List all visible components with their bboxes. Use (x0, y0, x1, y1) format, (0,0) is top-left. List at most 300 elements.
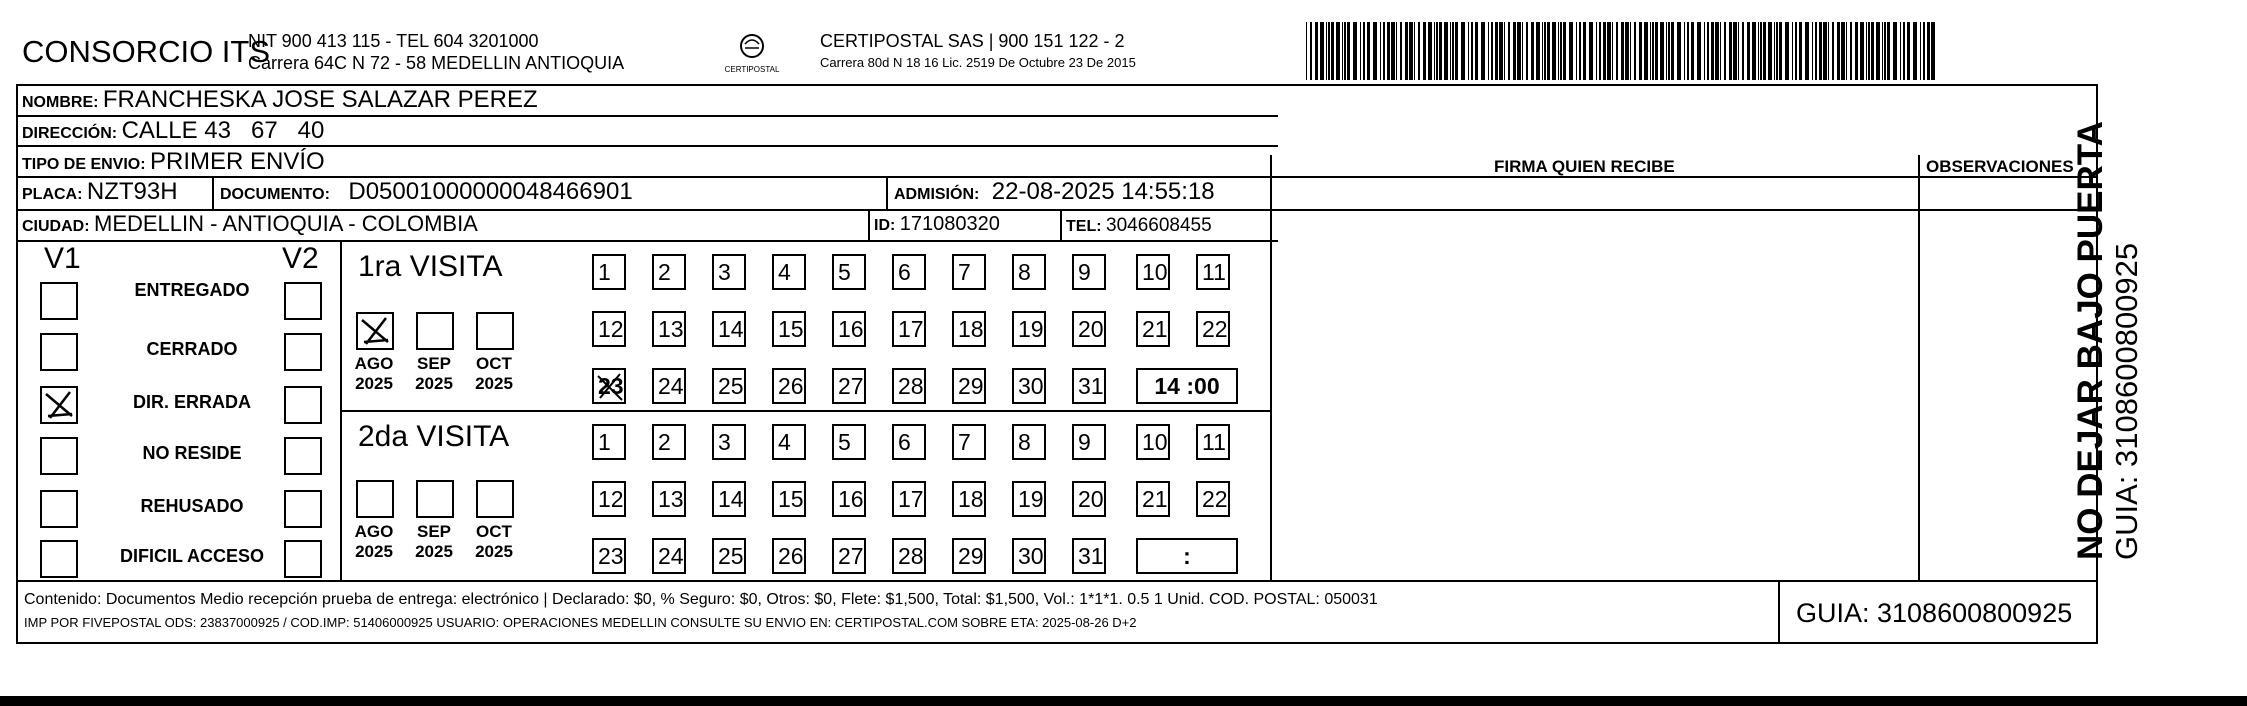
admision-label: ADMISIÓN: (894, 186, 980, 203)
day-box[interactable] (592, 254, 626, 290)
month-label (404, 354, 464, 394)
day-number: 11 (1202, 429, 1226, 455)
day-box[interactable] (772, 368, 806, 404)
barcode-bar (1768, 22, 1772, 80)
month-label (344, 354, 404, 394)
barcode-bar (1414, 22, 1415, 80)
day-box[interactable] (1012, 424, 1046, 460)
barcode-bar (1931, 22, 1935, 80)
day-number: 6 (898, 259, 911, 285)
carrier-logo (712, 30, 792, 76)
month-name: AGO (354, 354, 394, 373)
day-box[interactable] (712, 424, 746, 460)
barcode-bar (1812, 22, 1813, 80)
day-box[interactable] (592, 538, 626, 574)
barcode-bar (1871, 22, 1874, 80)
barcode-bar (1331, 22, 1334, 80)
day-box[interactable] (772, 424, 806, 460)
month-year: 2025 (415, 542, 453, 561)
day-number: 12 (598, 316, 624, 342)
tel-value: 3046608455 (1106, 215, 1212, 236)
month-year: 2025 (475, 374, 513, 393)
brand-info (248, 30, 624, 74)
day-number: 21 (1142, 316, 1168, 342)
barcode-bar (1774, 22, 1775, 80)
day-number: 2 (658, 429, 671, 455)
barcode-bar (1639, 22, 1642, 80)
barcode-bar (1882, 22, 1883, 80)
day-box[interactable] (832, 368, 866, 404)
day-box[interactable] (652, 254, 686, 290)
day-box[interactable] (712, 538, 746, 574)
second-visit-month-checkbox[interactable] (416, 480, 454, 518)
barcode-bar (1434, 22, 1435, 80)
barcode-bar (1367, 22, 1370, 80)
barcode-bar (1344, 22, 1346, 80)
day-box[interactable] (952, 311, 986, 347)
day-number: 13 (658, 316, 684, 342)
day-box[interactable] (1072, 538, 1106, 574)
v1-checkbox[interactable] (40, 282, 78, 320)
barcode-bar (1747, 22, 1750, 80)
day-box[interactable] (892, 254, 926, 290)
barcode-bar (1396, 22, 1397, 80)
day-number: 25 (718, 373, 744, 399)
barcode-bar (1461, 22, 1465, 80)
nombre-row (22, 86, 538, 114)
day-box[interactable] (832, 254, 866, 290)
barcode-bar (1468, 22, 1469, 80)
day-box[interactable] (1072, 368, 1106, 404)
barcode-bar (1776, 22, 1778, 80)
day-box[interactable] (652, 424, 686, 460)
barcode-bar (1893, 22, 1897, 80)
barcode-bar (1439, 22, 1442, 80)
barcode-bar (1805, 22, 1809, 80)
first-visit-title: 1ra VISITA (358, 250, 503, 283)
day-number: 9 (1078, 429, 1091, 455)
second-visit-title: 2da VISITA (358, 420, 510, 453)
day-number: 23 (598, 373, 624, 399)
day-box[interactable] (1196, 254, 1230, 290)
month-label (464, 522, 524, 562)
day-number: 31 (1078, 373, 1104, 399)
day-box[interactable] (712, 481, 746, 517)
barcode-bar (1691, 22, 1694, 80)
barcode-bar (1900, 22, 1901, 80)
day-box[interactable] (772, 254, 806, 290)
barcode-bar (1625, 22, 1629, 80)
side-guia: GUIA: 3108600800925 (2109, 242, 2144, 560)
time-box[interactable] (1136, 368, 1238, 404)
barcode-bar (1315, 22, 1318, 80)
placa-row (22, 178, 178, 206)
barcode-bar (1589, 22, 1593, 80)
direccion-row (22, 117, 324, 145)
day-box[interactable] (1196, 311, 1230, 347)
v1-checkbox[interactable] (40, 437, 78, 475)
day-number: 16 (838, 316, 864, 342)
barcode-bar (1596, 22, 1597, 80)
barcode-bar (1491, 22, 1493, 80)
day-box[interactable] (832, 481, 866, 517)
day-number: 6 (898, 429, 911, 455)
day-box[interactable] (652, 368, 686, 404)
day-box[interactable] (1072, 481, 1106, 517)
barcode-bar (1373, 22, 1377, 80)
month-name: OCT (476, 354, 512, 373)
day-box[interactable] (1012, 368, 1046, 404)
day-number: 17 (898, 486, 924, 512)
day-box[interactable] (592, 368, 626, 404)
day-number: 13 (658, 486, 684, 512)
day-number: 18 (958, 486, 984, 512)
barcode-bar (1360, 22, 1361, 80)
day-number: 16 (838, 486, 864, 512)
barcode-bar (1326, 22, 1327, 80)
barcode-bar (1542, 22, 1543, 80)
barcode-bar (1668, 22, 1670, 80)
day-number: 7 (958, 259, 971, 285)
v2-checkbox[interactable] (284, 490, 322, 528)
barcode-bar (1450, 22, 1451, 80)
main-frame (16, 84, 2098, 644)
month-year: 2025 (355, 542, 393, 561)
barcode-bar (1418, 22, 1420, 80)
barcode-bar (1536, 22, 1540, 80)
day-number: 5 (838, 259, 851, 285)
day-box[interactable] (772, 538, 806, 574)
day-number: 21 (1142, 486, 1168, 512)
status-label: CERRADO (146, 339, 238, 359)
day-number: 11 (1202, 259, 1226, 285)
barcode-bar (1517, 22, 1521, 80)
day-box[interactable] (952, 368, 986, 404)
observaciones-header: OBSERVACIONES (1926, 157, 2074, 176)
barcode-bar (1704, 22, 1705, 80)
day-box[interactable] (712, 368, 746, 404)
status-label: REHUSADO (140, 496, 244, 516)
day-number: 8 (1018, 429, 1031, 455)
day-number: 15 (778, 316, 804, 342)
status-label: NO RESIDE (142, 443, 242, 463)
day-box[interactable] (952, 538, 986, 574)
day-box[interactable] (952, 481, 986, 517)
day-box[interactable] (1136, 424, 1170, 460)
barcode-bar (1920, 22, 1921, 80)
time-box[interactable] (1136, 538, 1238, 574)
month-year: 2025 (355, 374, 393, 393)
day-box[interactable] (772, 481, 806, 517)
barcode-bar (1868, 22, 1870, 80)
barcode-bar (1547, 22, 1550, 80)
barcode-bar (1841, 22, 1845, 80)
barcode-bar (1387, 22, 1390, 80)
barcode-bar (1923, 22, 1925, 80)
barcode-bar (1328, 22, 1330, 80)
barcode-bar (1428, 22, 1432, 80)
day-box[interactable] (1136, 254, 1170, 290)
day-number: 24 (658, 373, 684, 399)
barcode-bar (1832, 22, 1834, 80)
barcode-bar (1738, 22, 1739, 80)
tipo-value: PRIMER ENVÍO (150, 148, 325, 175)
side-text (2072, 121, 2144, 560)
tipo-label: TIPO DE ENVIO: (22, 156, 146, 173)
day-number: 1 (598, 259, 611, 285)
nombre-value: FRANCHESKA JOSE SALAZAR PEREZ (102, 86, 538, 113)
day-number: 8 (1018, 259, 1031, 285)
barcode-bar (1671, 22, 1674, 80)
barcode-bar (1927, 22, 1930, 80)
day-box[interactable] (1136, 311, 1170, 347)
day-number: 15 (778, 486, 804, 512)
barcode-bar (1531, 22, 1534, 80)
day-box[interactable] (1196, 481, 1230, 517)
v2-checkbox[interactable] (284, 282, 322, 320)
barcode-bar (1481, 22, 1485, 80)
barcode-bar (1650, 22, 1651, 80)
second-visit-month-checkbox[interactable] (476, 480, 514, 518)
brand-name: CONSORCIO ITS (22, 34, 271, 69)
nit-tel: NIT 900 413 115 - TEL 604 3201000 (248, 31, 539, 51)
day-box[interactable] (592, 311, 626, 347)
day-box[interactable] (1136, 481, 1170, 517)
barcode-bar (1884, 22, 1886, 80)
month-name: AGO (354, 522, 394, 541)
barcode-bar (1752, 22, 1756, 80)
day-box[interactable] (772, 311, 806, 347)
month-year: 2025 (415, 374, 453, 393)
day-number: 4 (778, 429, 791, 455)
barcode-bar (1697, 22, 1701, 80)
day-box[interactable] (832, 424, 866, 460)
barcode-bar (1684, 22, 1685, 80)
barcode-bar (1452, 22, 1454, 80)
day-box[interactable] (1072, 424, 1106, 460)
day-number: 3 (718, 429, 731, 455)
day-number: 28 (898, 373, 924, 399)
day-box[interactable] (652, 538, 686, 574)
barcode-bar (1353, 22, 1357, 80)
day-box[interactable] (712, 254, 746, 290)
barcode-bar (1603, 22, 1606, 80)
id-label: ID: (874, 217, 896, 234)
barcode-bar (1504, 22, 1505, 80)
barcode-bar (1660, 22, 1664, 80)
v2-checkbox[interactable] (284, 333, 322, 371)
barcode-bar (1405, 22, 1408, 80)
barcode-bar (1644, 22, 1648, 80)
footer-guia: GUIA: 3108600800925 (1796, 598, 2073, 628)
day-number: 24 (658, 543, 684, 569)
day-number: 30 (1018, 373, 1044, 399)
barcode-bar (1336, 22, 1340, 80)
barcode-bar (1677, 22, 1681, 80)
first-visit-month-checkbox[interactable] (476, 312, 514, 350)
day-box[interactable] (892, 368, 926, 404)
v1-checkbox[interactable] (40, 333, 78, 371)
barcode-bar (1666, 22, 1667, 80)
barcode-bar (1475, 22, 1478, 80)
day-box[interactable] (892, 424, 926, 460)
barcode-bar (1563, 22, 1566, 80)
barcode-bar (1655, 22, 1658, 80)
month-label (464, 354, 524, 394)
barcode-bar (1823, 22, 1827, 80)
first-visit-month-checkbox[interactable] (416, 312, 454, 350)
barcode-bar (1310, 22, 1312, 80)
barcode-bar (1599, 22, 1601, 80)
barcode-bar (1876, 22, 1880, 80)
first-visit-month-checkbox[interactable] (356, 312, 394, 350)
barcode-bar (1907, 22, 1910, 80)
day-box[interactable] (1072, 311, 1106, 347)
barcode-bar (1400, 22, 1402, 80)
v1-label: V1 (44, 242, 81, 275)
ciudad-label: CIUDAD: (22, 218, 90, 235)
day-box[interactable] (1196, 424, 1230, 460)
placa-label: PLACA: (22, 186, 83, 203)
day-box[interactable] (892, 538, 926, 574)
nombre-label: NOMBRE: (22, 94, 99, 111)
ciudad-row (22, 211, 478, 237)
barcode-bar (1409, 22, 1413, 80)
tipo-row (22, 148, 325, 176)
footer-content: Contenido: Documentos Medio recepción prueba de entrega: electrónico | Declarado: $0, % Seguro: $0, Otros: $0, Flete: $1,500, Total: $1,500, Vol.: 1*1*1. 0.5 1 Unid. COD. POSTAL: 050031 (24, 591, 1378, 608)
day-box[interactable] (832, 538, 866, 574)
barcode-bar (1707, 22, 1709, 80)
barcode-bar (1552, 22, 1556, 80)
month-label (344, 522, 404, 562)
barcode-bar (1436, 22, 1438, 80)
day-number: 17 (898, 316, 924, 342)
day-number: 7 (958, 429, 971, 455)
barcode-bar (1828, 22, 1829, 80)
day-box[interactable] (652, 311, 686, 347)
v1-checkbox[interactable] (40, 386, 78, 424)
barcode-bar (1583, 22, 1586, 80)
day-number: 22 (1202, 486, 1228, 512)
day-box[interactable] (832, 311, 866, 347)
id-row (874, 213, 1000, 236)
barcode-bar (1652, 22, 1654, 80)
barcode-bar (1621, 22, 1624, 80)
day-box[interactable] (592, 481, 626, 517)
day-number: 25 (718, 543, 744, 569)
day-box[interactable] (652, 481, 686, 517)
barcode-bar (1819, 22, 1822, 80)
barcode-bar (1887, 22, 1890, 80)
id-value: 171080320 (899, 213, 1000, 235)
day-number: 1 (598, 429, 611, 455)
day-number: 29 (958, 543, 984, 569)
day-number: 27 (838, 373, 864, 399)
day-box[interactable] (1012, 311, 1046, 347)
day-number: 12 (598, 486, 624, 512)
day-box[interactable] (952, 424, 986, 460)
barcode-bar (1866, 22, 1867, 80)
barcode-bar (1799, 22, 1802, 80)
barcode-bar (1544, 22, 1546, 80)
time-value: 14 :00 (1154, 373, 1220, 399)
day-number: 20 (1078, 316, 1104, 342)
day-box[interactable] (1012, 481, 1046, 517)
day-box[interactable] (712, 311, 746, 347)
barcode-bar (1720, 22, 1721, 80)
day-box[interactable] (892, 481, 926, 517)
v1-checkbox[interactable] (40, 540, 78, 578)
side-warning: NO DEJAR BAJO PUERTA (2071, 121, 2110, 560)
day-number: 18 (958, 316, 984, 342)
day-number: 26 (778, 373, 804, 399)
day-box[interactable] (1012, 254, 1046, 290)
day-box[interactable] (952, 254, 986, 290)
day-box[interactable] (1072, 254, 1106, 290)
v2-checkbox[interactable] (284, 386, 322, 424)
day-strike-mark (594, 370, 628, 404)
barcode-bar (1903, 22, 1905, 80)
barcode-bar (1513, 22, 1516, 80)
barcode-bar (1860, 22, 1864, 80)
barcode-bar (1815, 22, 1817, 80)
month-name: SEP (416, 354, 452, 373)
v1-checkbox[interactable] (40, 490, 78, 528)
month-year: 2025 (475, 542, 513, 561)
second-visit-month-checkbox[interactable] (356, 480, 394, 518)
direccion-label: DIRECCIÓN: (22, 125, 118, 142)
day-number: 26 (778, 543, 804, 569)
barcode-bar (1855, 22, 1858, 80)
carrier-name: CERTIPOSTAL SAS | 900 151 122 - 2 (820, 31, 1125, 51)
day-box[interactable] (892, 311, 926, 347)
barcode-bar (1455, 22, 1458, 80)
day-number: 4 (778, 259, 791, 285)
ciudad-value: MEDELLIN - ANTIOQUIA - COLOMBIA (94, 211, 478, 236)
v2-checkbox[interactable] (284, 437, 322, 475)
barcode-bar (1347, 22, 1350, 80)
barcode-bar (1792, 22, 1793, 80)
day-number: 10 (1142, 259, 1168, 285)
barcode-bar (1758, 22, 1759, 80)
month-name: SEP (416, 522, 452, 541)
direccion-value: CALLE 43 67 40 (121, 117, 325, 144)
day-number: 3 (718, 259, 731, 285)
barcode (1306, 22, 1940, 80)
day-box[interactable] (1012, 538, 1046, 574)
day-number: 28 (898, 543, 924, 569)
barcode-bar (1320, 22, 1324, 80)
month-label (404, 522, 464, 562)
barcode-bar (1785, 22, 1789, 80)
footer-imp: IMP POR FIVEPOSTAL ODS: 23837000925 / COD.IMP: 51406000925 USUARIO: OPERACIONES MEDELLIN CONSULTE SU ENVIO EN: CERTIPOSTAL.COM SOBRE ETA: 2025-08-26 D+2 (24, 615, 1137, 630)
logo-text: CERTIPOSTAL (724, 65, 780, 74)
barcode-bar (1715, 22, 1719, 80)
barcode-bar (1569, 22, 1573, 80)
v2-checkbox[interactable] (284, 540, 322, 578)
day-box[interactable] (592, 424, 626, 460)
carrier-address: Carrera 80d N 18 16 Lic. 2519 De Octubre 23 De 2015 (820, 55, 1136, 70)
barcode-bar (1499, 22, 1503, 80)
status-label: ENTREGADO (134, 280, 250, 300)
day-number: 31 (1078, 543, 1104, 569)
month-name: OCT (476, 522, 512, 541)
brand-address: Carrera 64C N 72 - 58 MEDELLIN ANTIOQUIA (248, 53, 625, 73)
documento-value: D05001000000048466901 (348, 178, 633, 205)
day-number: 23 (598, 543, 624, 569)
barcode-bar (1607, 22, 1611, 80)
barcode-bar (1526, 22, 1528, 80)
